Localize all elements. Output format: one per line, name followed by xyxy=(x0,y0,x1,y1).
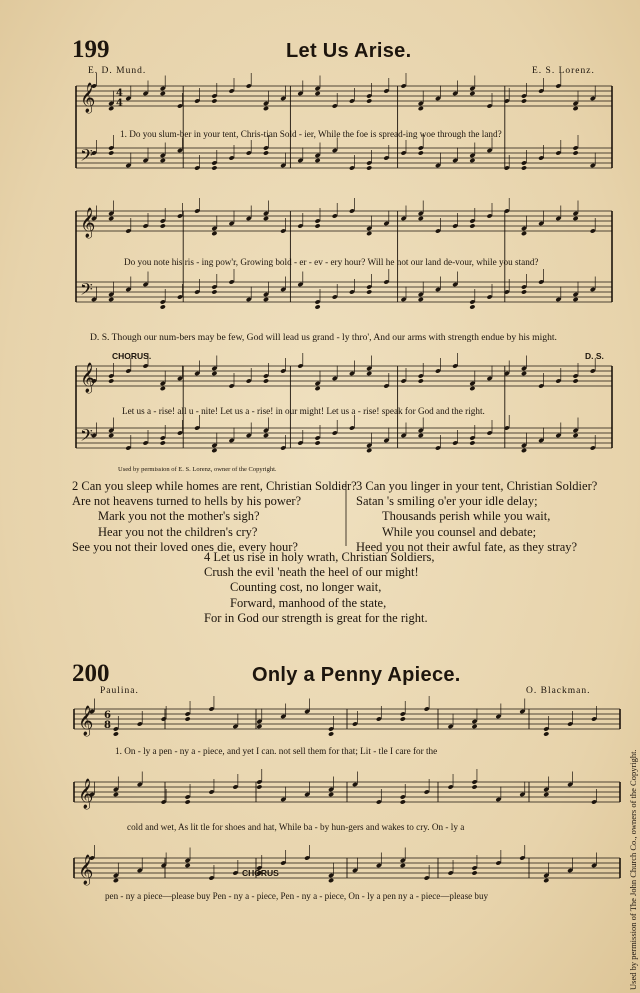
chorus-label-199: CHORUS. xyxy=(112,351,152,361)
author-credit-200: Paulina. xyxy=(100,686,139,696)
composer-credit-200: O. Blackman. xyxy=(526,686,591,696)
lyric-line-200-1: 1. On - ly a pen - ny a - piece, and yet I can. not sell them for that; Lit - tle I care for the xyxy=(115,746,438,756)
time-signature-bottom: 8 xyxy=(104,720,111,731)
hymn-number-200: 200 xyxy=(72,660,110,687)
lyric-line-200-3: pen - ny a piece—please buy Pen - ny a - piece, Pen - ny a - piece, On - ly a pen ny a - piece—please buy xyxy=(105,891,489,901)
treble-clef-icon: 𝄞 xyxy=(78,855,94,885)
stanza-2-line: 2 Can you sleep while homes are rent, Christian Soldier? xyxy=(72,479,357,493)
hymn-title-200: Only a Penny Apiece. xyxy=(252,664,461,686)
hymn-number-199: 199 xyxy=(72,36,110,63)
treble-clef-icon: 𝄞 xyxy=(80,363,96,393)
stanza-3-line: 3 Can you linger in your tent, Christian Soldier? xyxy=(356,479,598,493)
treble-clef-icon: 𝄞 xyxy=(80,208,96,238)
bass-clef-icon: 𝄢 xyxy=(80,145,93,169)
time-signature-top: 4 xyxy=(116,88,123,99)
bass-clef-icon: 𝄢 xyxy=(80,279,93,303)
stanza-4-line: Forward, manhood of the state, xyxy=(230,595,387,610)
lyric-line-200-2: cold and wet, As lit tle for shoes and hat, While ba - by hun-gers and wakes to cry. On - ly a xyxy=(127,822,465,832)
author-credit-199: E. D. Mund. xyxy=(88,66,147,76)
time-signature-bottom: 4 xyxy=(116,98,123,109)
permission-note-200: Used by permission of The John Church Co., owners of the Copyright. xyxy=(628,749,638,990)
stanza-4 xyxy=(200,550,435,626)
stanza-2-line: Hear you not the children's cry? xyxy=(98,524,258,539)
stanza-3-line: Satan 's smiling o'er your idle delay; xyxy=(356,494,538,509)
chorus-lyrics-199: Let us a - rise! all u - nite! Let us a - rise! in our might! Let us a - rise! speak for God and the right. xyxy=(122,406,485,416)
stanza-3-line: While you counsel and debate; xyxy=(382,524,537,539)
ds-label-199: D. S. xyxy=(585,351,604,361)
stanza-4-line: 4 Let us rise in holy wrath, Christian Soldiers, xyxy=(204,550,435,564)
lyric-line-199-2: Do you note his ris - ing pow'r, Growing bold - er - ev - ery hour? Will he not our land de-vour, while you stand? xyxy=(124,257,539,267)
time-signature-top: 6 xyxy=(104,710,111,721)
treble-clef-icon: 𝄞 xyxy=(78,706,94,736)
treble-clef-icon: 𝄞 xyxy=(78,779,94,809)
stanza-2-line: Mark you not the mother's sigh? xyxy=(98,509,260,524)
stanza-2 xyxy=(72,479,357,555)
stanza-3 xyxy=(356,479,597,555)
permission-note-199: Used by permission of E. S. Lorenz, owner of the Copyright. xyxy=(118,466,277,473)
lyric-line-199-3: D. S. Though our num-bers may be few, God will lead us grand - ly thro', And our arms with strength endue by his might. xyxy=(90,332,557,343)
composer-credit-199: E. S. Lorenz. xyxy=(532,66,595,76)
stanza-4-line: Counting cost, no longer wait, xyxy=(230,580,382,595)
stanza-3-line: Thousands perish while you wait, xyxy=(382,509,551,524)
chorus-label-200: CHORUS xyxy=(242,868,279,878)
stanza-4-line: Crush the evil 'neath the heel of our might! xyxy=(204,565,419,580)
bass-clef-icon: 𝄢 xyxy=(80,425,93,449)
stanza-2-line: Are not heavens turned to hells by his power? xyxy=(72,494,302,509)
stanza-3-line: Heed you not their awful fate, as they stray? xyxy=(356,539,578,554)
lyric-line-199-1: 1. Do you slum-ber in your tent, Chris-tian Sold - ier, While the foe is spread-ing woe through the land? xyxy=(120,129,502,139)
treble-clef-icon: 𝄞 xyxy=(80,83,96,113)
hymn-title-199: Let Us Arise. xyxy=(286,40,412,62)
stanza-2-line: See you not their loved ones die, every hour? xyxy=(72,539,298,554)
stanza-4-line: For in God our strength is great for the right. xyxy=(204,610,428,625)
